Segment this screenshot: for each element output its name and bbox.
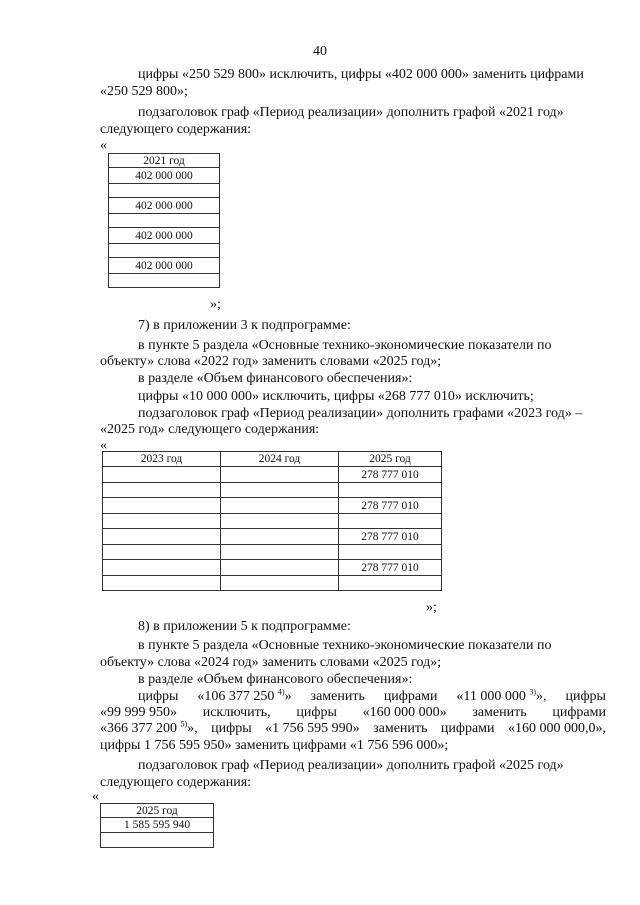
word: цифрами — [383, 689, 438, 704]
table-cell: 278 777 010 — [339, 560, 442, 576]
table-cell: 278 777 010 — [339, 498, 442, 514]
table-header: 2024 год — [221, 452, 339, 467]
quote-mark: « — [92, 789, 99, 804]
table-cell — [221, 545, 339, 560]
word — [197, 689, 291, 705]
table-header: 2025 год — [339, 452, 442, 467]
table-cell: 278 777 010 — [339, 529, 442, 545]
word-part: » — [284, 689, 292, 704]
word: цифры — [296, 705, 337, 720]
word: «160 000 000,0», — [508, 721, 606, 736]
text-line — [100, 705, 606, 721]
text-line: подзаголовок граф «Период реализации» дополнить графами «2023 год» – — [138, 406, 583, 421]
text-line: »; — [426, 600, 437, 615]
text-line: «250 529 800»; — [100, 84, 188, 99]
footnote-ref: 3) — [529, 687, 537, 697]
text-line: 7) в приложении 3 к подпрограмме: — [138, 318, 351, 333]
table-cell — [103, 560, 221, 576]
word-part: », — [536, 689, 547, 704]
word: исключить, — [202, 705, 271, 720]
table-cell — [109, 274, 220, 288]
table-cell — [109, 244, 220, 258]
table-cell — [103, 483, 221, 498]
table-cell — [221, 576, 339, 591]
word: цифрами — [552, 705, 606, 720]
table-cell — [221, 483, 339, 498]
word — [456, 689, 546, 705]
table-cell: 402 000 000 — [109, 198, 220, 214]
text-line: в разделе «Объем финансового обеспечения»: — [138, 371, 413, 386]
text-line: объекту» слова «2024 год» заменить словами «2025 год»; — [100, 655, 442, 670]
word-part: «366 377 200 — [100, 721, 177, 736]
table-cell — [101, 833, 214, 848]
table-cell — [103, 576, 221, 591]
table-header: 2021 год — [109, 154, 220, 168]
quote-mark: « — [100, 438, 107, 453]
text-line: »; — [210, 297, 221, 312]
word: «1 756 595 990» — [265, 721, 360, 736]
word: заменить — [310, 689, 365, 704]
word: «160 000 000» — [362, 705, 447, 720]
text-line — [100, 721, 606, 737]
table-cell: 278 777 010 — [339, 467, 442, 483]
table-cell — [103, 529, 221, 545]
text-line: в пункте 5 раздела «Основные технико-экономические показатели по — [138, 338, 552, 353]
table-cell — [221, 467, 339, 483]
text-line: подзаголовок граф «Период реализации» дополнить графой «2025 год» — [138, 758, 564, 773]
word: заменить — [373, 721, 428, 736]
table-cell: 402 000 000 — [109, 258, 220, 274]
table-cell: 402 000 000 — [109, 228, 220, 244]
table-cell — [339, 576, 442, 591]
table-2021 — [108, 153, 220, 288]
word-part: «11 000 000 — [456, 689, 526, 704]
text-line: подзаголовок граф «Период реализации» дополнить графой «2021 год» — [138, 105, 564, 120]
table-header: 2025 год — [101, 804, 214, 818]
table-cell — [109, 214, 220, 228]
table-cell — [339, 514, 442, 529]
text-line: следующего содержания: — [100, 775, 252, 790]
text-line: в разделе «Объем финансового обеспечения»: — [138, 672, 413, 687]
footnote-ref: 5) — [180, 719, 188, 729]
table-2023-2025 — [102, 451, 442, 591]
quote-mark: « — [100, 138, 107, 153]
word-part: », — [187, 721, 198, 736]
word: заменить — [472, 705, 527, 720]
table-cell — [221, 560, 339, 576]
text-line: объекту» слова «2022 год» заменить словами «2025 год»; — [100, 354, 442, 369]
word: цифрами — [440, 721, 495, 736]
word: цифры — [138, 689, 179, 704]
table-2025 — [100, 803, 214, 848]
table-cell: 402 000 000 — [109, 168, 220, 184]
table-cell — [103, 467, 221, 483]
text-line — [138, 689, 606, 705]
table-cell — [103, 498, 221, 514]
table-cell — [221, 529, 339, 545]
word: цифры — [211, 721, 252, 736]
table-cell — [103, 545, 221, 560]
table-header: 2023 год — [103, 452, 221, 467]
table-cell: 1 585 595 940 — [101, 818, 214, 833]
table-cell — [339, 545, 442, 560]
table-cell — [109, 184, 220, 198]
text-line: следующего содержания: — [100, 122, 252, 137]
word-part: «106 377 250 — [197, 689, 275, 704]
footnote-ref: 4) — [277, 687, 285, 697]
text-line: цифры 1 756 595 950» заменить цифрами «1 756 596 000»; — [100, 738, 449, 753]
table-cell — [221, 498, 339, 514]
table-cell — [339, 483, 442, 498]
text-line: «2025 год» следующего содержания: — [100, 422, 320, 437]
text-line: 8) в приложении 5 к подпрограмме: — [138, 619, 351, 634]
table-cell — [221, 514, 339, 529]
word: цифры — [565, 689, 606, 704]
text-line: цифры «250 529 800» исключить, цифры «402 000 000» заменить цифрами — [138, 67, 584, 82]
text-line: цифры «10 000 000» исключить, цифры «268 777 010» исключить; — [138, 389, 534, 404]
word — [100, 721, 198, 737]
page-number: 40 — [313, 44, 327, 59]
text-line: в пункте 5 раздела «Основные технико-экономические показатели по — [138, 638, 552, 653]
table-cell — [103, 514, 221, 529]
word: «99 999 950» — [100, 705, 177, 720]
